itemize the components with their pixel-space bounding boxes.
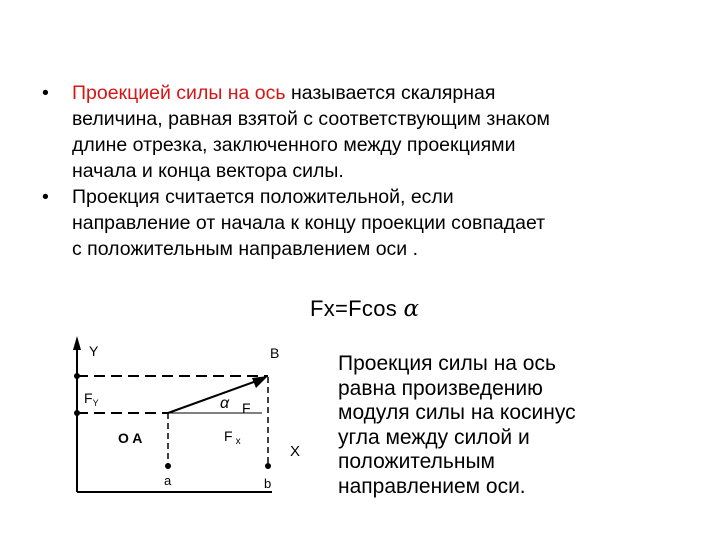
force-label: F [242, 400, 251, 416]
formula-alpha: α [403, 296, 420, 322]
statement-line: Проекция силы на ось [338, 352, 556, 375]
statement-line: равна произведению [338, 376, 543, 400]
bullet-line: Проекция считается положительной, если [72, 186, 454, 208]
statement-line: положительным [338, 450, 495, 473]
fx-subscript: x [235, 436, 241, 447]
force-arrowhead [252, 376, 268, 388]
point-b-label: B [270, 345, 280, 361]
statement-line: направлением оси. [338, 474, 526, 498]
statement-line: угла между силой и [338, 425, 530, 449]
fy-subscript: Y [92, 398, 99, 408]
x-point-a [165, 463, 171, 469]
statement-line: модуля силы на косинус [338, 401, 576, 424]
fy-letter: F [84, 390, 93, 406]
bullet-line: величина, равная взятой с соответствующим знаком [72, 108, 550, 130]
angle-alpha-label: α [220, 395, 230, 412]
bullet-text: называется скалярная [285, 82, 496, 104]
projection-b-label: b [264, 476, 272, 491]
y-axis-point-b [74, 373, 80, 379]
bullet-line: начала и конца вектора силы. [72, 160, 344, 182]
x-point-b [265, 463, 271, 469]
formula-text: Fx=Fcos [310, 296, 404, 321]
y-axis-label: Y [89, 343, 99, 359]
fx-label [224, 428, 241, 447]
y-axis-arrowhead [73, 336, 81, 350]
bullet-line: с положительным направлением оси . [72, 238, 419, 260]
x-axis-label: X [290, 443, 301, 460]
bullet-line: направление от начала к концу проекции совпадает [72, 212, 546, 234]
y-axis-point-a [74, 410, 80, 416]
fy-label [84, 390, 99, 408]
fx-letter: F [224, 428, 233, 444]
origin-label: O A [118, 430, 143, 446]
bullet-marker: • [42, 186, 49, 208]
bullet-marker: • [42, 82, 49, 104]
projection-a-label: a [164, 473, 172, 488]
bullet-line: длине отрезка, заключенного между проекциями [72, 134, 516, 156]
projection-rule-statement [338, 352, 668, 499]
projection-term: Проекцией силы на ось [72, 82, 286, 104]
